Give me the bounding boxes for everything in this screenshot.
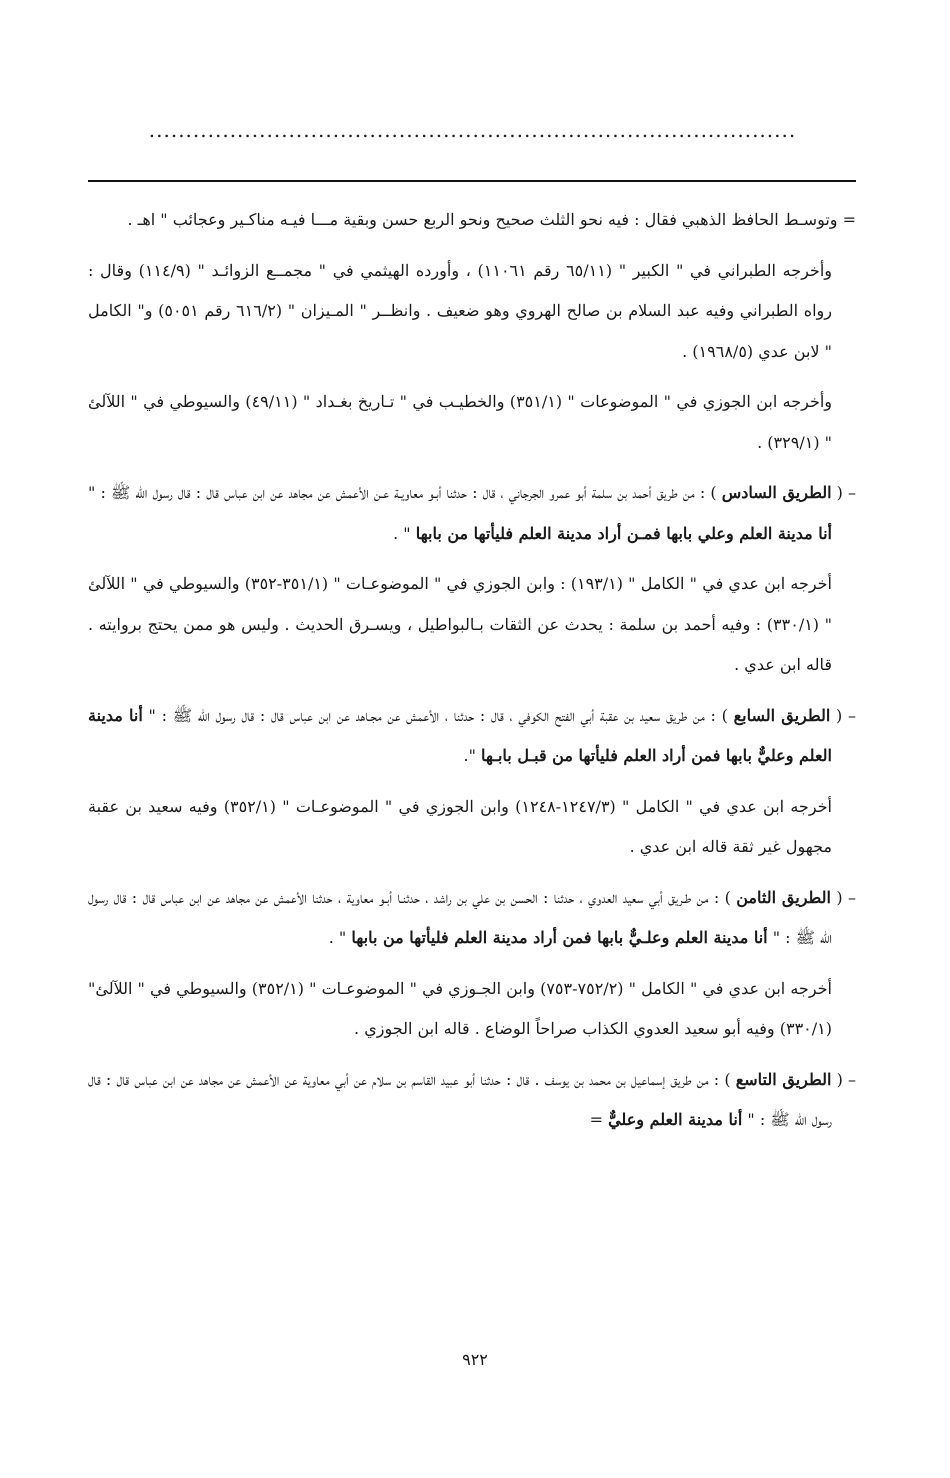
bold-text-segment: الطريق التاسع: [735, 1069, 832, 1089]
text-segment: ) : من طـريق أبي سعيد العدوي ، حدثنا : الحسن بن علي بن راشد ، حدثنـا أبـو معاوية ، حدثنا الأعمش عن مجاهد عن ابن عباس قال : قال رسول الله ﷺ : ": [88, 887, 832, 947]
footnote-text-body: [88, 200, 856, 1141]
text-segment: – (: [830, 887, 856, 907]
footnote-paragraph: [88, 787, 856, 868]
paragraph-gap: [88, 554, 856, 564]
text-segment: " .: [393, 523, 416, 543]
text-segment: أخرجه ابن عدي في " الكامل " (٧٥٢/٢-٧٥٣) وابن الجـوزي في " الموضوعـات " (٣٥٢/١) والسيوطي في " اللآلئ" (٣٣٠/١) وفيه أبو سعيد العدوي الكذاب صراحاً الوضاع . قاله ابن الجوزي .: [88, 978, 832, 1038]
text-segment: – (: [831, 1069, 856, 1089]
bold-text-segment: الطريق السادس: [721, 483, 832, 502]
text-segment: " .: [328, 928, 352, 947]
text-segment: =: [589, 1110, 609, 1129]
text-segment: ) : من طريق إسماعيل بن محمد بن يوسف . قال : حدثنا أبو عبيد القاسم بن سلام عن أبي معاوية عن الأعمش عن مجاهد عن ابن عباس قال : قال رسول الله ﷺ : ": [88, 1069, 832, 1129]
footnote-paragraph: [88, 200, 856, 241]
text-segment: – (: [831, 483, 857, 502]
bold-text-segment: أنا مدينة العلم وعلي بابها فمـن أراد مدينة العلم فليأتها من بابها: [415, 523, 832, 543]
page-number: ٩٢٢: [462, 1350, 488, 1369]
footnote-paragraph: [88, 878, 856, 959]
footnote-rule: [88, 180, 856, 182]
text-segment: ".: [463, 746, 482, 765]
text-segment: – (: [830, 705, 856, 725]
paragraph-gap: [88, 777, 856, 787]
paragraph-gap: [88, 959, 856, 969]
paragraph-gap: [88, 686, 856, 696]
footnote-paragraph: [88, 382, 856, 463]
paragraph-gap: [88, 463, 856, 473]
bold-text-segment: الطريق السابع: [733, 705, 831, 725]
bold-text-segment: الطريق الثامن: [736, 887, 831, 907]
text-segment: وأخرجه ابن الجوزي في " الموضوعات " (٣٥١/١) والخطيـب في " تـاريخ بغـداد " (٤٩/١١) والسيوطي في " اللآلئ " (٣٢٩/١) .: [88, 392, 833, 452]
paragraph-gap: [88, 1050, 856, 1060]
text-segment: ) : من طريق سعيد بن عقبة أبي الفتح الكوفي ، قال : حدثنا ، الأعمش عن مجـاهد عن ابن عباس قال : قال رسول الله ﷺ : ": [142, 705, 734, 725]
paragraph-gap: [88, 868, 856, 878]
footnote-paragraph: [88, 1060, 856, 1141]
separator-dots: ........................................................................................: [148, 118, 797, 142]
text-segment: أخرجه ابن عدي في " الكامل " (١٢٤٧/٣-١٢٤٨) وابن الجوزي في " الموضوعـات " (٣٥٢/١) وفيه سعيد بن عقبة مجهول غير ثقة قاله ابن عدي .: [88, 796, 832, 856]
text-segment: وأخرجه الطبراني في " الكبير " (٦٥/١١ رقم ١١٠٦١) ، وأورده الهيثمي في " مجمــع الزوائـد " (١١٤/٩) وقال : رواه الطبراني وفيه عبد السلام بن صالح الهروي وهو ضعيف . وانظــر " المـيزان " (٦١٦/٢ رقم ٥٠٥١) و" الكامل " لابن عدي (١٩٦٨/٥) .: [88, 260, 833, 361]
paragraph-gap: [88, 372, 856, 382]
paragraph-gap: [88, 241, 856, 251]
footnote-paragraph: [88, 251, 856, 373]
bold-text-segment: أنا مدينة العلم وعليٌّ بابها فمن أراد العلم فليأتها من قبـل بابـها: [88, 705, 832, 765]
footnote-paragraph: [88, 696, 856, 777]
bold-text-segment: أنا مدينة العلم وعلـيٌّ بابها فمن أراد مدينة العلم فليأتها من بابها: [351, 928, 768, 947]
text-segment: أخرجه ابن عدي في " الكامل " (١٩٣/١) : وابن الجوزي في " الموضوعـات " (٣٥١/١-٣٥٢) والسيوطي في " اللآلئ " (٣٣٠/١) : وفيه أحمد بن سلمة : يحدث عن الثقات بـالبواطيل ، ويسـرق الحديث . وليس هو ممن يحتج بروايته . قاله ابن عدي .: [88, 574, 833, 674]
footnote-paragraph: [88, 473, 856, 554]
text-segment: ) : من طريق أحمد بن سلمة أبو عمرو الجرجاني ، قال : حدثنا أبـو معاويـة عـن الأعمش عن مجاهد عن ابن عباس قال : قال رسول الله ﷺ : ": [88, 483, 722, 502]
footnote-paragraph: [88, 564, 856, 686]
footnote-paragraph: [88, 969, 856, 1050]
bold-text-segment: أنا مدينة العلم وعليٌّ: [608, 1110, 743, 1129]
text-segment: = وتوسـط الحافظ الذهبي فقال : فيه نحو الثلث صحيح ونحو الربع حسن وبقية مـــا فيـه مناكـير وعجائب " اهـ .: [127, 210, 856, 229]
